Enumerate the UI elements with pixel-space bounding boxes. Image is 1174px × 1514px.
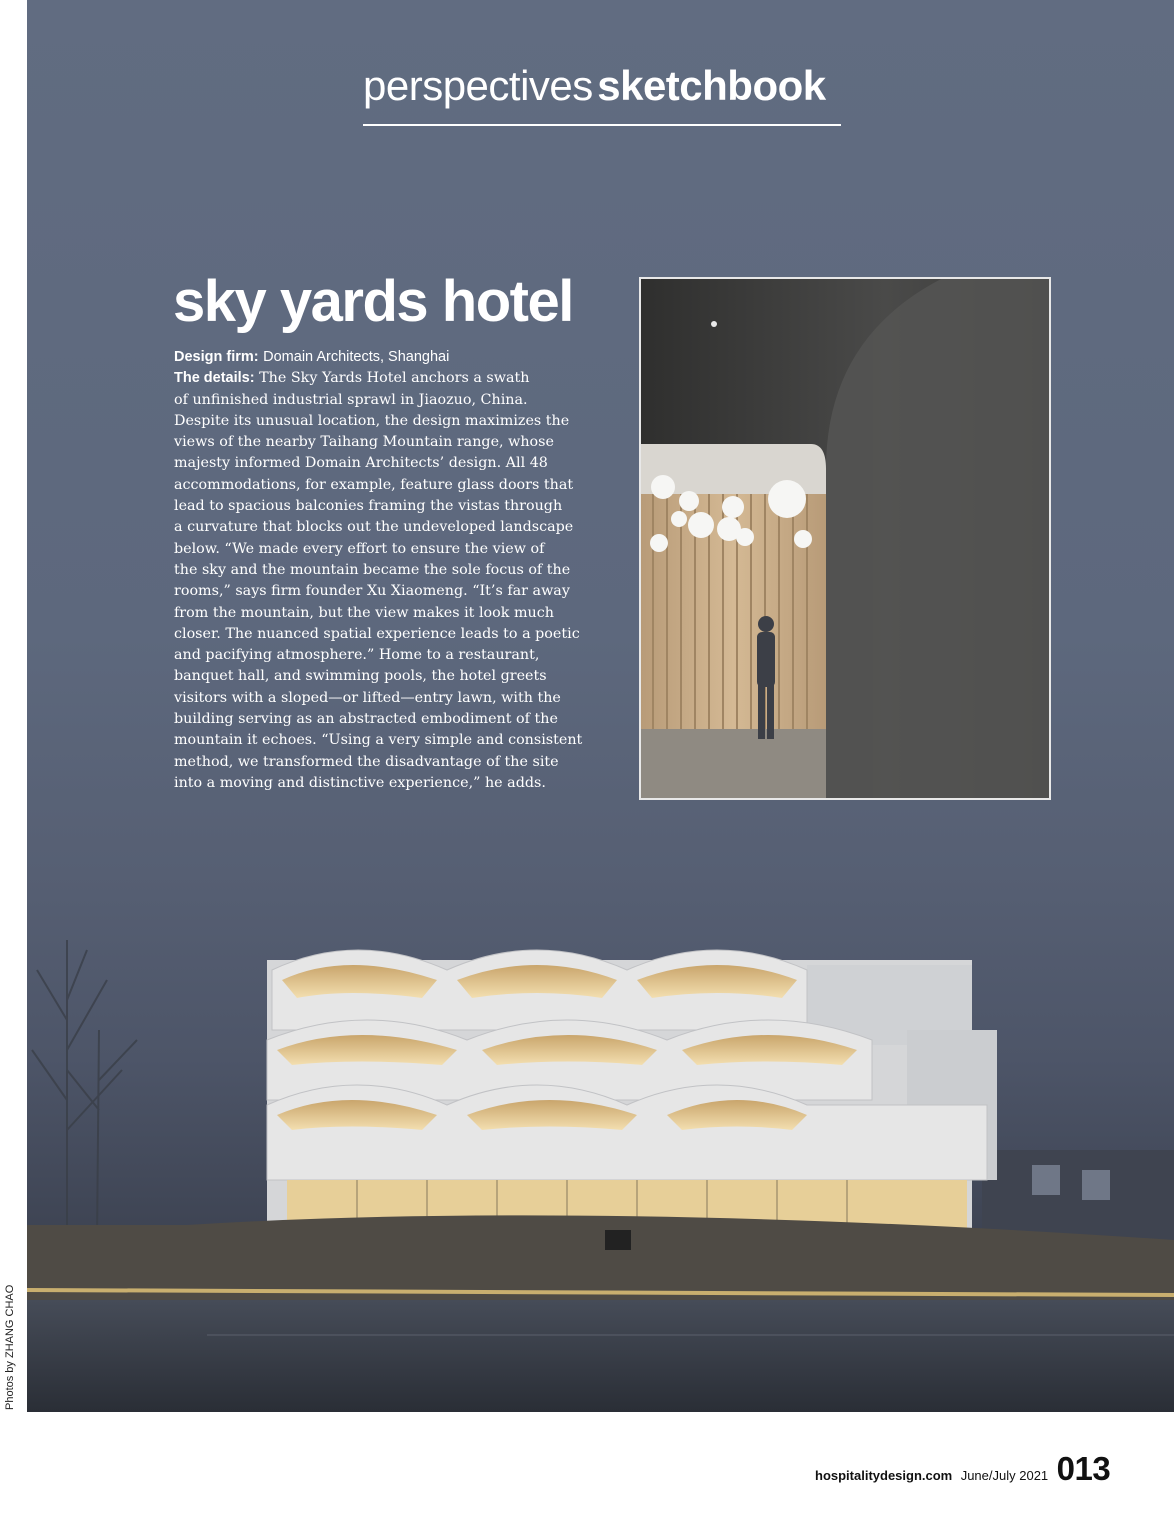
body-line: visitors with a sloped—or lifted—entry lawn, with the	[174, 689, 561, 706]
hotel-exterior-photo	[27, 880, 1174, 1412]
body-line: banquet hall, and swimming pools, the hotel greets	[174, 668, 547, 685]
site-url: hospitalitydesign.com	[815, 1468, 953, 1483]
photo-credit	[4, 1270, 24, 1410]
section-header	[363, 62, 841, 126]
body-line: lead to spacious balconies framing the vistas through	[174, 498, 563, 515]
body-line	[174, 368, 594, 389]
page-number: 013	[1056, 1450, 1111, 1487]
article-body	[174, 347, 594, 794]
body-line: accommodations, for example, feature glass doors that	[174, 476, 574, 493]
body-line: majesty informed Domain Architects’ design. All 48	[174, 455, 548, 472]
design-firm-line	[174, 347, 594, 368]
body-line-text: The Sky Yards Hotel anchors a swath	[259, 370, 530, 387]
body-line: method, we transformed the disadvantage of the site	[174, 753, 559, 770]
page-footer	[815, 1450, 1115, 1490]
body-line: of unfinished industrial sprawl in Jiaozuo, China.	[174, 391, 528, 408]
body-line: rooms,” says firm founder Xu Xiaomeng. “It’s far away	[174, 583, 570, 600]
section-name: perspectives	[363, 62, 593, 109]
section-subname: sketchbook	[597, 62, 826, 109]
design-firm-value: Domain Architects, Shanghai	[263, 349, 450, 365]
body-line: closer. The nuanced spatial experience leads to a poetic	[174, 625, 580, 642]
details-label: The details:	[174, 370, 255, 387]
body-line: the sky and the mountain became the sole focus of the	[174, 561, 571, 578]
body-line: views of the nearby Taihang Mountain range, whose	[174, 434, 554, 451]
body-line: and pacifying atmosphere.” Home to a restaurant,	[174, 647, 540, 664]
body-line: building serving as an abstracted embodiment of the	[174, 711, 558, 728]
photo-credit-text: Photos by ZHANG CHAO	[4, 1284, 16, 1410]
body-line: a curvature that blocks out the undeveloped landscape	[174, 519, 574, 536]
body-line: mountain it echoes. “Using a very simple and consistent	[174, 732, 583, 749]
article-title: sky yards hotel	[173, 269, 573, 334]
body-line: below. “We made every effort to ensure the view of	[174, 540, 545, 557]
body-line: from the mountain, but the view makes it look much	[174, 604, 554, 621]
body-line: into a moving and distinctive experience,” he adds.	[174, 774, 546, 791]
issue-date: June/July 2021	[960, 1468, 1049, 1483]
body-line: Despite its unusual location, the design maximizes the	[174, 412, 570, 429]
design-firm-label: Design firm:	[174, 349, 259, 365]
lobby-photo	[639, 277, 1051, 800]
lobby-illustration	[641, 279, 1049, 798]
